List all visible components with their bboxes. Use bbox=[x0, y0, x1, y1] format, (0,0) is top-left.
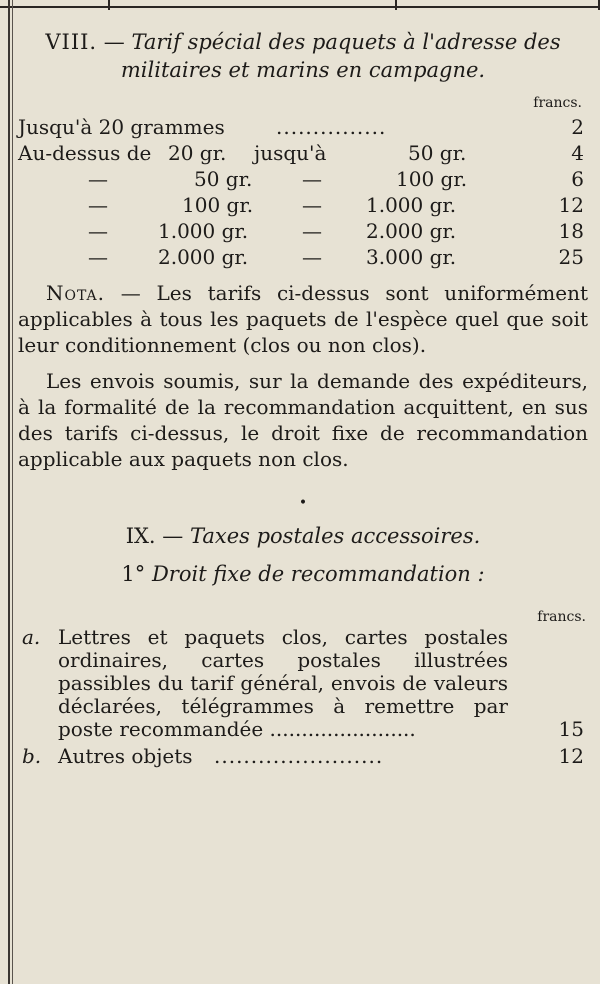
tariff-label: — bbox=[88, 219, 108, 243]
section-viii-title-line2: militaires et marins en campagne. bbox=[120, 58, 486, 82]
tariff-label: — bbox=[88, 167, 108, 191]
tariff-value: 12 bbox=[558, 193, 584, 217]
leader-dots: ....................... bbox=[214, 744, 384, 768]
document-column bbox=[18, 28, 588, 769]
tariff-value: 25 bbox=[558, 245, 584, 269]
tariff-label: Au-dessus de bbox=[18, 141, 152, 165]
item-price: 15 bbox=[558, 717, 584, 741]
tariff-label: — bbox=[88, 193, 108, 217]
tariff-label: Jusqu'à 20 grammes bbox=[18, 115, 225, 139]
tariff-connector: — bbox=[302, 193, 322, 217]
nota-label: Nota. bbox=[46, 281, 106, 305]
tariff-to: 1.000 gr. bbox=[366, 193, 457, 217]
tariff-row bbox=[18, 114, 588, 140]
tariff-from: 50 gr. bbox=[194, 167, 253, 191]
section-viii-title-line1: Tarif spécial des paquets à l'adresse des bbox=[131, 30, 561, 54]
tariff-to: 50 gr. bbox=[408, 141, 467, 165]
tariff-to: 3.000 gr. bbox=[366, 245, 457, 269]
recommandation-paragraph: Les envois soumis, sur la demande des expéditeurs, à la formalité de la recommandation acquittent, en sus des tarifs ci-dessus, le droit fixe de recommandation applicable aux paquets non clos. bbox=[18, 369, 588, 471]
item-letter: a. bbox=[22, 625, 41, 649]
fee-item-a bbox=[18, 626, 588, 741]
section-ix-dash: — bbox=[155, 524, 190, 548]
item-text: Lettres et paquets clos, cartes postales ordinaires, cartes postales illustrées passibles du tarif général, envois de valeurs déclarées, télégrammes à remettre par poste recommandée ....................... bbox=[58, 625, 508, 741]
unit-label: francs. bbox=[537, 609, 586, 625]
tariff-row bbox=[18, 192, 588, 218]
section-ix-title: Taxes postales accessoires. bbox=[189, 524, 481, 548]
subsection-number: 1° bbox=[121, 562, 146, 586]
item-text: Autres objets bbox=[58, 744, 193, 768]
section-viii-number: VIII. bbox=[45, 30, 98, 54]
section-ix-number: IX. bbox=[125, 524, 156, 548]
tariff-connector: — bbox=[302, 167, 322, 191]
top-rule-tick bbox=[395, 0, 397, 10]
tariff-connector: — bbox=[302, 245, 322, 269]
tariff-from: 1.000 gr. bbox=[158, 219, 249, 243]
unit-label: francs. bbox=[533, 95, 582, 111]
nota-paragraph bbox=[18, 280, 588, 358]
tariff-connector: — bbox=[302, 219, 322, 243]
leader-dots: ............... bbox=[276, 115, 387, 139]
column-rule bbox=[8, 0, 10, 984]
subsection-heading bbox=[18, 560, 588, 588]
tariff-from: 20 gr. bbox=[168, 141, 227, 165]
item-letter: b. bbox=[22, 744, 42, 768]
fee-item-b bbox=[18, 743, 588, 769]
tariff-value: 2 bbox=[571, 115, 584, 139]
subsection-title: Droit fixe de recommandation : bbox=[151, 562, 485, 586]
item-price: 12 bbox=[558, 744, 584, 768]
section-viii-dash: — bbox=[97, 30, 132, 54]
tariff-value: 6 bbox=[571, 167, 584, 191]
tariff-row bbox=[18, 244, 588, 270]
separator-mark: • bbox=[298, 495, 308, 511]
tariff-row bbox=[18, 140, 588, 166]
tariff-table bbox=[18, 114, 588, 270]
tariff-row bbox=[18, 166, 588, 192]
tariff-to: 2.000 gr. bbox=[366, 219, 457, 243]
top-rule-tick bbox=[108, 0, 110, 10]
top-rule bbox=[0, 0, 600, 8]
tariff-from: 100 gr. bbox=[182, 193, 254, 217]
nota-text: — Les tarifs ci-dessus sont uniformément applicables à tous les paquets de l'espèce quel que soit leur conditionnement (clos ou non clos). bbox=[18, 281, 588, 357]
tariff-connector: jusqu'à bbox=[254, 141, 327, 165]
tariff-from: 2.000 gr. bbox=[158, 245, 249, 269]
section-ix-heading bbox=[18, 522, 588, 550]
tariff-value: 4 bbox=[571, 141, 584, 165]
tariff-value: 18 bbox=[558, 219, 584, 243]
column-rule-inner bbox=[12, 0, 13, 984]
tariff-label: — bbox=[88, 245, 108, 269]
section-viii-heading bbox=[18, 28, 588, 84]
tariff-to: 100 gr. bbox=[396, 167, 468, 191]
tariff-row bbox=[18, 218, 588, 244]
